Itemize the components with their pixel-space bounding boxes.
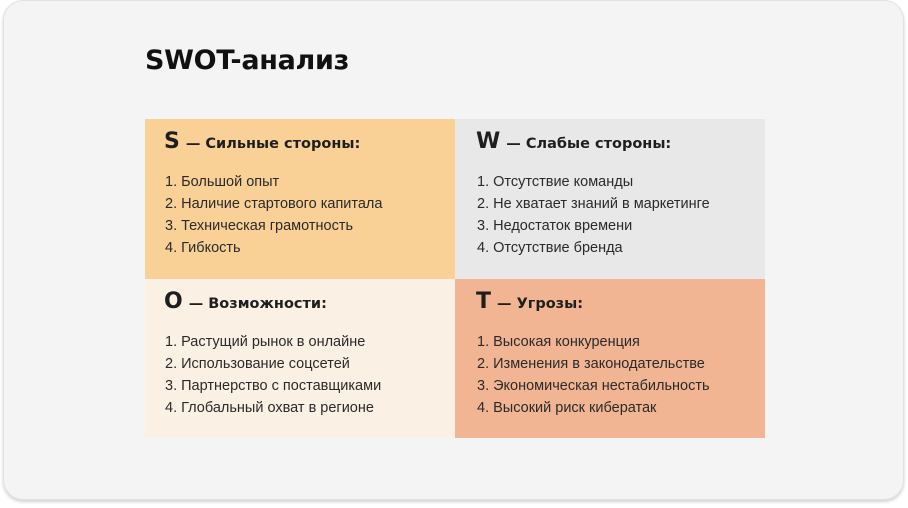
- list-item: 2. Не хватает знаний в маркетинге: [477, 196, 710, 212]
- quadrant-title: — Слабые стороны:: [506, 136, 672, 152]
- list-item: 3. Партнерство с поставщиками: [165, 378, 382, 394]
- quadrant-letter: O: [164, 289, 183, 314]
- list-item: 2. Изменения в законодательстве: [477, 356, 705, 372]
- list-item: 1. Отсутствие команды: [477, 174, 634, 190]
- quadrant-heading: [164, 289, 455, 315]
- page-title: SWOT-анализ: [145, 45, 350, 76]
- list-item: 2. Наличие стартового капитала: [165, 196, 383, 212]
- quadrant-threats: [455, 279, 765, 438]
- quadrant-list: [476, 331, 765, 419]
- quadrant-letter: W: [476, 129, 501, 154]
- list-item: 1. Высокая конкуренция: [477, 334, 640, 350]
- list-item: 2. Использование соцсетей: [165, 356, 350, 372]
- list-item: 4. Высокий риск кибератак: [477, 400, 657, 416]
- list-item: 4. Отсутствие бренда: [477, 240, 623, 256]
- list-item: 1. Большой опыт: [165, 174, 280, 190]
- list-item: 3. Недостаток времени: [477, 218, 633, 234]
- quadrant-title: — Угрозы:: [497, 296, 583, 312]
- list-item: 3. Техническая грамотность: [165, 218, 354, 234]
- list-item: 4. Гибкость: [165, 240, 241, 256]
- quadrant-letter: S: [164, 129, 180, 154]
- quadrant-list: [164, 171, 455, 259]
- slide-card: [3, 0, 904, 500]
- quadrant-opportunities: [145, 279, 455, 438]
- quadrant-strengths: [145, 119, 455, 279]
- quadrant-weaknesses: [455, 119, 765, 279]
- quadrant-title: — Сильные стороны:: [185, 136, 361, 152]
- list-item: 3. Экономическая нестабильность: [477, 378, 710, 394]
- list-item: 4. Глобальный охват в регионе: [165, 400, 374, 416]
- list-item: 1. Растущий рынок в онлайне: [165, 334, 366, 350]
- quadrant-letter: T: [476, 289, 492, 314]
- quadrant-list: [476, 171, 765, 259]
- quadrant-heading: [164, 129, 455, 155]
- quadrant-list: [164, 331, 455, 419]
- quadrant-title: — Возможности:: [188, 296, 327, 312]
- quadrant-heading: [476, 289, 765, 315]
- quadrant-heading: [476, 129, 765, 155]
- swot-grid: [145, 119, 765, 438]
